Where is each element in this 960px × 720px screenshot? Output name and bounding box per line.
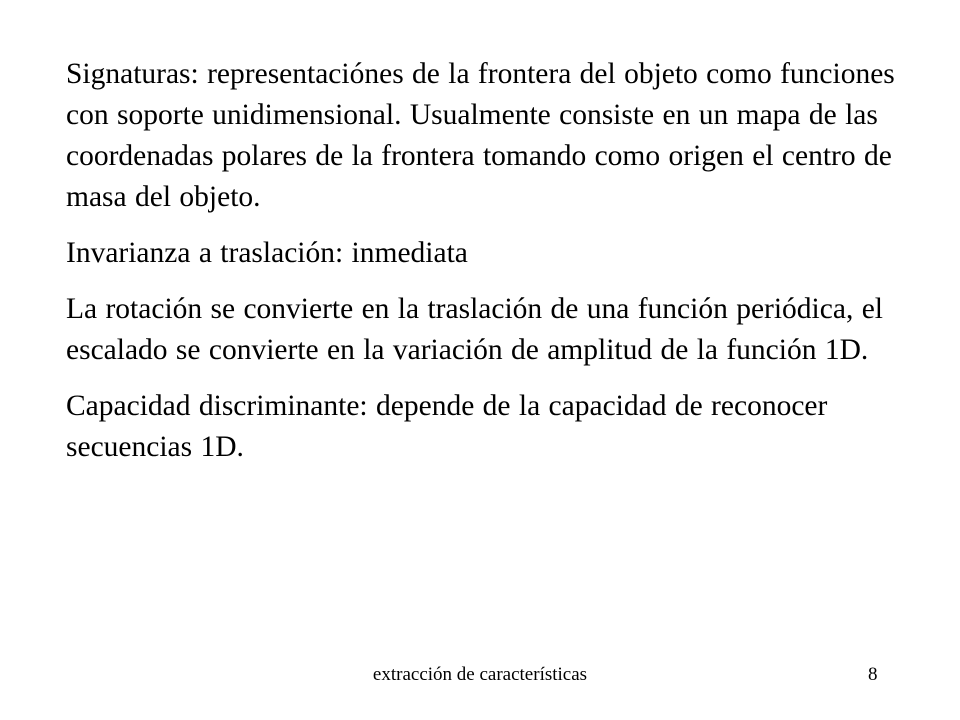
footer-title: extracción de características (372, 664, 588, 685)
page-number: 8 (868, 664, 878, 685)
paragraph-invarianza: Invarianza a traslación: inmediata (66, 237, 468, 269)
paragraph-signaturas: Signaturas: representaciónes de la frontera del objeto como funciones con soporte unidimensional. Usualmente consiste en un mapa de las coordenadas polares de la frontera tomando como origen el centro de masa del objeto. (66, 58, 895, 213)
paragraph-rotacion: La rotación se convierte en la traslación de una función periódica, el escalado se convierte en la variación de amplitud de la función 1D. (66, 293, 883, 366)
paragraph-capacidad: Capacidad discriminante: depende de la capacidad de reconocer secuencias 1D. (66, 390, 828, 463)
slide-body (66, 54, 926, 483)
